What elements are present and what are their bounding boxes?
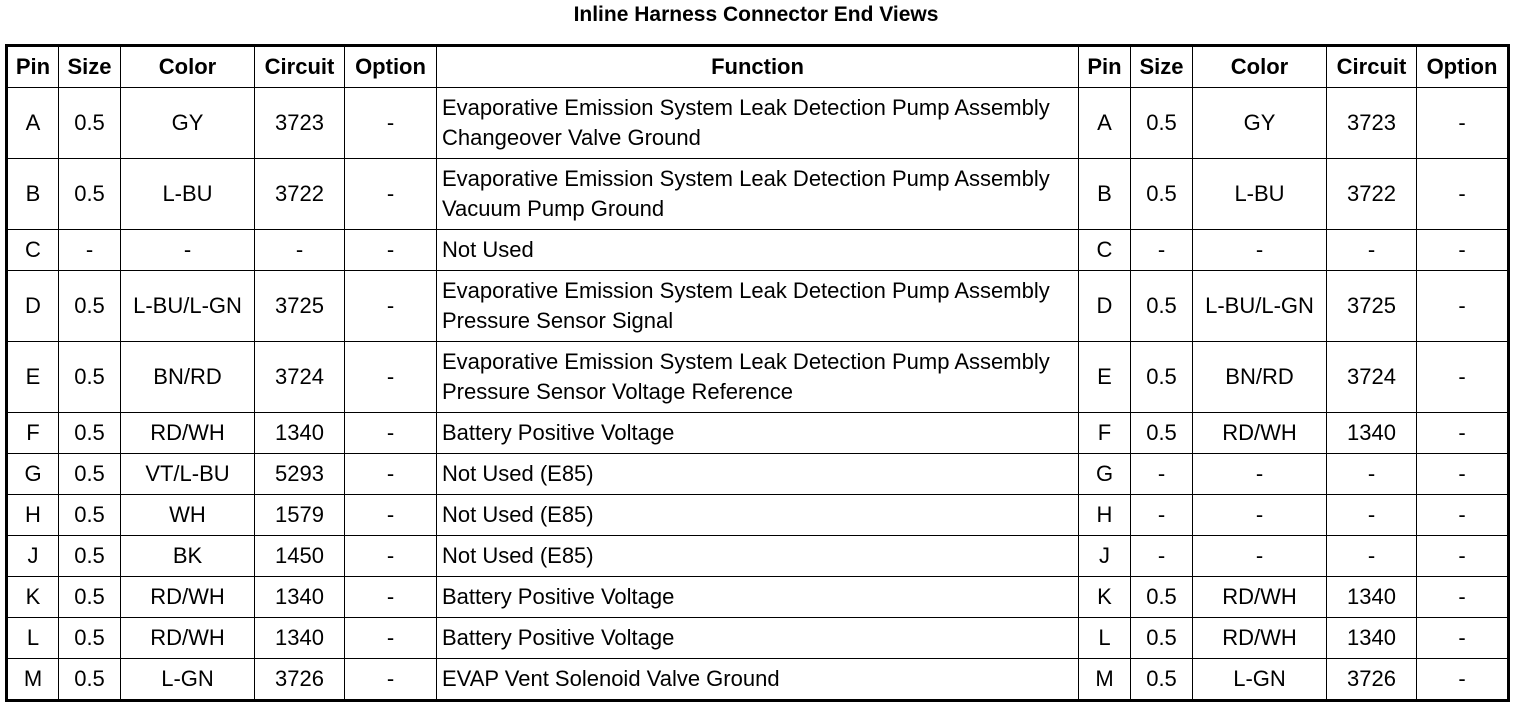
cell-size: 0.5 bbox=[59, 618, 121, 659]
cell-pin: H bbox=[7, 495, 59, 536]
cell-option: - bbox=[1417, 577, 1509, 618]
cell-color: VT/L-BU bbox=[121, 454, 255, 495]
cell-circuit: - bbox=[1327, 454, 1417, 495]
cell-circuit: 3724 bbox=[1327, 342, 1417, 413]
cell-size: 0.5 bbox=[59, 454, 121, 495]
cell-option: - bbox=[345, 88, 437, 159]
col-header-color: Color bbox=[1193, 46, 1327, 88]
col-header-pin: Pin bbox=[1079, 46, 1131, 88]
cell-option: - bbox=[345, 536, 437, 577]
cell-circuit: - bbox=[255, 230, 345, 271]
cell-circuit: 1340 bbox=[255, 413, 345, 454]
cell-function: Not Used (E85) bbox=[437, 536, 1079, 577]
cell-function: Not Used (E85) bbox=[437, 454, 1079, 495]
cell-color: RD/WH bbox=[1193, 577, 1327, 618]
cell-option: - bbox=[345, 159, 437, 230]
cell-circuit: 3726 bbox=[255, 659, 345, 701]
cell-option: - bbox=[1417, 271, 1509, 342]
cell-option: - bbox=[1417, 159, 1509, 230]
cell-size: 0.5 bbox=[59, 659, 121, 701]
cell-color: - bbox=[1193, 495, 1327, 536]
cell-option: - bbox=[345, 618, 437, 659]
cell-size: 0.5 bbox=[1131, 659, 1193, 701]
cell-circuit: 1340 bbox=[1327, 413, 1417, 454]
cell-size: 0.5 bbox=[59, 577, 121, 618]
cell-pin: J bbox=[1079, 536, 1131, 577]
table-row bbox=[7, 159, 1509, 230]
cell-color: RD/WH bbox=[1193, 618, 1327, 659]
col-header-circuit: Circuit bbox=[1327, 46, 1417, 88]
table-row bbox=[7, 230, 1509, 271]
cell-pin: B bbox=[1079, 159, 1131, 230]
cell-option: - bbox=[1417, 413, 1509, 454]
col-header-circuit: Circuit bbox=[255, 46, 345, 88]
cell-circuit: 1579 bbox=[255, 495, 345, 536]
cell-circuit: 3725 bbox=[255, 271, 345, 342]
cell-option: - bbox=[345, 454, 437, 495]
cell-function: Not Used bbox=[437, 230, 1079, 271]
cell-option: - bbox=[345, 577, 437, 618]
cell-pin: M bbox=[1079, 659, 1131, 701]
cell-size: - bbox=[59, 230, 121, 271]
cell-color: GY bbox=[121, 88, 255, 159]
cell-size: - bbox=[1131, 454, 1193, 495]
table-row bbox=[7, 454, 1509, 495]
cell-size: 0.5 bbox=[59, 536, 121, 577]
cell-size: 0.5 bbox=[1131, 342, 1193, 413]
cell-size: - bbox=[1131, 495, 1193, 536]
cell-pin: C bbox=[1079, 230, 1131, 271]
cell-pin: K bbox=[7, 577, 59, 618]
table-row bbox=[7, 342, 1509, 413]
cell-color: RD/WH bbox=[121, 577, 255, 618]
table-row bbox=[7, 495, 1509, 536]
cell-option: - bbox=[345, 413, 437, 454]
cell-option: - bbox=[1417, 618, 1509, 659]
cell-circuit: 5293 bbox=[255, 454, 345, 495]
cell-circuit: 3723 bbox=[255, 88, 345, 159]
cell-function: Battery Positive Voltage bbox=[437, 577, 1079, 618]
cell-function: Evaporative Emission System Leak Detection Pump Assembly Vacuum Pump Ground bbox=[437, 159, 1079, 230]
cell-function: Evaporative Emission System Leak Detection Pump Assembly Changeover Valve Ground bbox=[437, 88, 1079, 159]
cell-size: 0.5 bbox=[59, 495, 121, 536]
header-row bbox=[7, 46, 1509, 88]
cell-option: - bbox=[345, 659, 437, 701]
col-header-size: Size bbox=[59, 46, 121, 88]
table-row bbox=[7, 413, 1509, 454]
cell-size: 0.5 bbox=[1131, 577, 1193, 618]
cell-option: - bbox=[1417, 454, 1509, 495]
cell-color: L-BU/L-GN bbox=[121, 271, 255, 342]
cell-color: L-GN bbox=[121, 659, 255, 701]
cell-color: L-BU/L-GN bbox=[1193, 271, 1327, 342]
cell-circuit: 1340 bbox=[1327, 618, 1417, 659]
cell-pin: A bbox=[1079, 88, 1131, 159]
cell-pin: A bbox=[7, 88, 59, 159]
cell-size: 0.5 bbox=[59, 159, 121, 230]
table-row bbox=[7, 271, 1509, 342]
cell-color: BK bbox=[121, 536, 255, 577]
cell-size: 0.5 bbox=[59, 271, 121, 342]
cell-size: 0.5 bbox=[1131, 88, 1193, 159]
cell-pin: E bbox=[1079, 342, 1131, 413]
table-row bbox=[7, 618, 1509, 659]
cell-circuit: - bbox=[1327, 495, 1417, 536]
col-header-size: Size bbox=[1131, 46, 1193, 88]
cell-pin: G bbox=[7, 454, 59, 495]
cell-circuit: 1340 bbox=[255, 577, 345, 618]
cell-option: - bbox=[1417, 659, 1509, 701]
col-header-pin: Pin bbox=[7, 46, 59, 88]
col-header-color: Color bbox=[121, 46, 255, 88]
cell-color: - bbox=[1193, 230, 1327, 271]
cell-color: BN/RD bbox=[121, 342, 255, 413]
cell-color: - bbox=[1193, 536, 1327, 577]
cell-circuit: 1340 bbox=[1327, 577, 1417, 618]
cell-color: - bbox=[121, 230, 255, 271]
cell-pin: F bbox=[1079, 413, 1131, 454]
connector-table bbox=[5, 44, 1510, 702]
cell-circuit: - bbox=[1327, 230, 1417, 271]
cell-circuit: 3726 bbox=[1327, 659, 1417, 701]
cell-color: BN/RD bbox=[1193, 342, 1327, 413]
cell-pin: C bbox=[7, 230, 59, 271]
cell-circuit: 3723 bbox=[1327, 88, 1417, 159]
cell-option: - bbox=[1417, 536, 1509, 577]
cell-pin: F bbox=[7, 413, 59, 454]
cell-color: GY bbox=[1193, 88, 1327, 159]
cell-size: 0.5 bbox=[1131, 271, 1193, 342]
cell-color: L-GN bbox=[1193, 659, 1327, 701]
cell-size: - bbox=[1131, 230, 1193, 271]
cell-size: 0.5 bbox=[59, 88, 121, 159]
cell-function: Evaporative Emission System Leak Detection Pump Assembly Pressure Sensor Voltage Reference bbox=[437, 342, 1079, 413]
cell-option: - bbox=[345, 230, 437, 271]
cell-size: 0.5 bbox=[1131, 413, 1193, 454]
cell-size: 0.5 bbox=[1131, 159, 1193, 230]
col-header-function: Function bbox=[437, 46, 1079, 88]
cell-circuit: - bbox=[1327, 536, 1417, 577]
cell-color: RD/WH bbox=[1193, 413, 1327, 454]
cell-size: 0.5 bbox=[59, 342, 121, 413]
cell-pin: D bbox=[1079, 271, 1131, 342]
cell-color: - bbox=[1193, 454, 1327, 495]
cell-color: RD/WH bbox=[121, 618, 255, 659]
cell-pin: K bbox=[1079, 577, 1131, 618]
page-title: Inline Harness Connector End Views bbox=[573, 3, 939, 26]
cell-color: WH bbox=[121, 495, 255, 536]
col-header-option: Option bbox=[345, 46, 437, 88]
cell-pin: H bbox=[1079, 495, 1131, 536]
cell-pin: E bbox=[7, 342, 59, 413]
table-row bbox=[7, 659, 1509, 701]
cell-option: - bbox=[1417, 88, 1509, 159]
cell-option: - bbox=[345, 495, 437, 536]
cell-option: - bbox=[1417, 495, 1509, 536]
cell-option: - bbox=[1417, 230, 1509, 271]
cell-function: EVAP Vent Solenoid Valve Ground bbox=[437, 659, 1079, 701]
cell-circuit: 3722 bbox=[255, 159, 345, 230]
cell-size: - bbox=[1131, 536, 1193, 577]
cell-pin: J bbox=[7, 536, 59, 577]
cell-option: - bbox=[345, 271, 437, 342]
cell-option: - bbox=[1417, 342, 1509, 413]
cell-circuit: 1340 bbox=[255, 618, 345, 659]
cell-pin: M bbox=[7, 659, 59, 701]
cell-pin: D bbox=[7, 271, 59, 342]
cell-color: L-BU bbox=[1193, 159, 1327, 230]
cell-size: 0.5 bbox=[1131, 618, 1193, 659]
cell-function: Battery Positive Voltage bbox=[437, 618, 1079, 659]
cell-function: Battery Positive Voltage bbox=[437, 413, 1079, 454]
table-row bbox=[7, 536, 1509, 577]
cell-color: RD/WH bbox=[121, 413, 255, 454]
table-row bbox=[7, 577, 1509, 618]
cell-pin: L bbox=[7, 618, 59, 659]
cell-circuit: 1450 bbox=[255, 536, 345, 577]
cell-pin: G bbox=[1079, 454, 1131, 495]
cell-pin: L bbox=[1079, 618, 1131, 659]
col-header-option: Option bbox=[1417, 46, 1509, 88]
cell-pin: B bbox=[7, 159, 59, 230]
cell-function: Not Used (E85) bbox=[437, 495, 1079, 536]
cell-color: L-BU bbox=[121, 159, 255, 230]
cell-function: Evaporative Emission System Leak Detection Pump Assembly Pressure Sensor Signal bbox=[437, 271, 1079, 342]
cell-option: - bbox=[345, 342, 437, 413]
cell-size: 0.5 bbox=[59, 413, 121, 454]
cell-circuit: 3724 bbox=[255, 342, 345, 413]
cell-circuit: 3725 bbox=[1327, 271, 1417, 342]
cell-circuit: 3722 bbox=[1327, 159, 1417, 230]
table-row bbox=[7, 88, 1509, 159]
